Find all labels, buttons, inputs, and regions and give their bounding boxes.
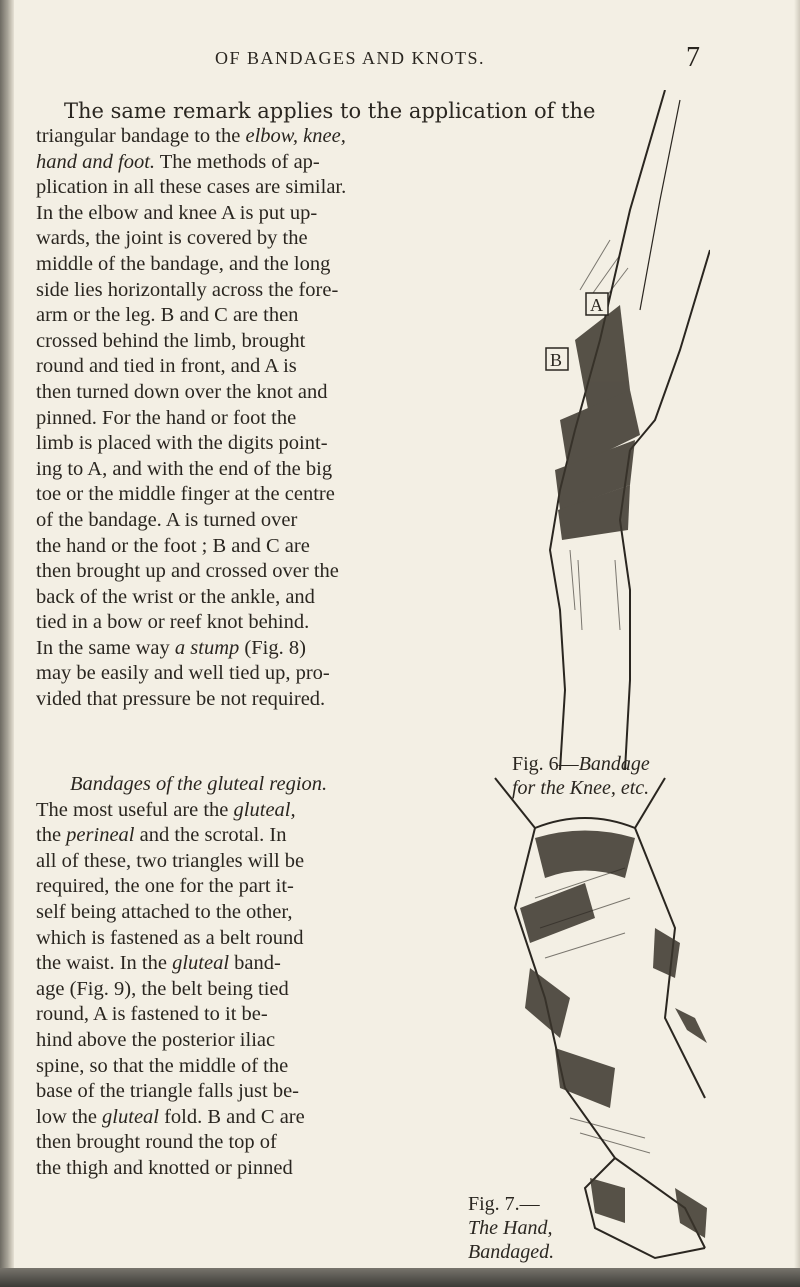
text-run-italic: gluteal — [102, 1105, 159, 1128]
text-run-italic: a stump — [174, 636, 240, 659]
text-line — [36, 585, 504, 611]
text-line — [36, 1105, 456, 1131]
text-run: hind above the posterior iliac — [36, 1028, 276, 1051]
text-line — [36, 1156, 456, 1182]
text-line — [36, 278, 504, 304]
text-run: arm or the leg. B and C are then — [36, 304, 299, 327]
text-run: middle of the bandage, and the long — [36, 252, 331, 275]
text-run: round and tied in front, and A is — [36, 355, 297, 378]
fig7-caption-line1: Fig. 7.— — [468, 1193, 540, 1215]
text-run: low the — [36, 1105, 103, 1128]
text-run: fold. B and C are — [158, 1105, 305, 1128]
text-run: which is fastened as a belt round — [36, 926, 304, 949]
text-run: back of the wrist or the ankle, and — [36, 585, 315, 608]
text-column-lower — [36, 772, 456, 1182]
text-line — [36, 1054, 456, 1080]
text-run: triangular bandage to the — [36, 125, 246, 147]
text-line — [36, 661, 504, 687]
text-run: the hand or the foot ; B and C are — [36, 534, 310, 557]
text-run: all of these, two triangles will be — [36, 849, 305, 872]
text-line — [36, 926, 456, 952]
text-line — [36, 798, 456, 824]
page-bottom-edge — [0, 1268, 800, 1287]
text-run: age (Fig. 9), the belt being tied — [36, 977, 289, 1000]
text-run: vided that pressure be not required. — [36, 688, 326, 711]
text-run: The most useful are the — [36, 798, 234, 821]
text-line — [36, 610, 504, 636]
text-run: In the elbow and knee A is put up- — [36, 201, 318, 224]
text-run-italic: gluteal, — [233, 798, 296, 821]
text-run: plication in all these cases are similar. — [36, 176, 347, 199]
fig7-caption-line3: Bandaged. — [468, 1241, 555, 1263]
page-number: 7 — [686, 42, 700, 73]
text-run: the waist. In the — [36, 952, 173, 975]
page-right-edge — [794, 0, 800, 1287]
text-run: then brought round the top of — [36, 1131, 277, 1154]
text-line — [36, 457, 504, 483]
text-run: band- — [229, 952, 281, 975]
text-run: ing to A, and with the end of the big — [36, 457, 333, 480]
text-line — [36, 329, 504, 355]
text-run: then brought up and crossed over the — [36, 560, 339, 583]
text-run: side lies horizontally across the fore- — [36, 278, 339, 301]
text-run: wards, the joint is covered by the — [36, 227, 308, 250]
fig6-label-b: B — [550, 350, 563, 370]
text-line — [36, 559, 504, 585]
text-line — [36, 150, 504, 176]
text-line — [36, 380, 504, 406]
text-run: round, A is fastened to it be- — [36, 1003, 268, 1026]
text-line — [36, 406, 504, 432]
text-line — [36, 1130, 456, 1156]
text-run: limb is placed with the digits point- — [36, 432, 328, 455]
fig6-caption-italic: Bandage — [578, 753, 650, 775]
text-line — [36, 175, 504, 201]
text-run: toe or the middle finger at the centre — [36, 483, 335, 506]
text-run: In the same way — [36, 636, 175, 659]
text-run: the — [36, 824, 67, 847]
text-line — [36, 124, 504, 150]
text-run: then turned down over the knot and — [36, 380, 328, 403]
figure-6-knee-bandage — [480, 90, 710, 780]
running-head: OF BANDAGES AND KNOTS. — [215, 48, 486, 68]
fig6-caption-line2: for the Knee, etc. — [512, 777, 650, 799]
fig6-label-a: A — [590, 295, 603, 315]
text-line — [36, 636, 504, 662]
text-line — [36, 687, 504, 713]
text-line — [36, 354, 504, 380]
text-line — [36, 508, 504, 534]
text-line — [36, 1028, 456, 1054]
book-binding-edge — [0, 0, 14, 1287]
paragraph-first-line: The same remark applies to the application of the — [64, 99, 596, 123]
text-run: base of the triangle falls just be- — [36, 1080, 299, 1103]
text-line — [36, 1079, 456, 1105]
text-line — [36, 1002, 456, 1028]
text-line — [36, 534, 504, 560]
text-run-italic: gluteal — [172, 952, 230, 975]
text-run: pinned. For the hand or foot the — [36, 406, 297, 429]
text-run: required, the one for the part it- — [36, 875, 294, 898]
text-line — [36, 252, 504, 278]
text-run: (Fig. 8) — [239, 636, 306, 659]
fig7-caption-line2: The Hand, — [468, 1217, 553, 1239]
text-line — [36, 849, 456, 875]
text-run: crossed behind the limb, brought — [36, 329, 306, 352]
text-run: The methods of ap- — [155, 150, 320, 173]
text-run: may be easily and well tied up, pro- — [36, 662, 330, 685]
fig6-caption-prefix: Fig. 6— — [512, 753, 579, 775]
text-line — [36, 951, 456, 977]
text-line — [36, 874, 456, 900]
text-line — [36, 900, 456, 926]
text-run-italic: Bandages of the gluteal region. — [70, 773, 328, 795]
text-run: of the bandage. A is turned over — [36, 508, 298, 531]
text-run-italic: perineal — [66, 824, 135, 847]
text-line — [36, 431, 504, 457]
text-run: self being attached to the other, — [36, 900, 293, 923]
text-line — [36, 482, 504, 508]
text-line — [36, 303, 504, 329]
text-run: tied in a bow or reef knot behind. — [36, 611, 310, 634]
text-line — [36, 772, 456, 798]
text-line — [36, 823, 456, 849]
text-run-italic: hand and foot. — [36, 150, 156, 173]
text-run: the thigh and knotted or pinned — [36, 1156, 293, 1179]
page-header — [0, 42, 800, 78]
text-line — [36, 226, 504, 252]
text-line — [36, 201, 504, 227]
text-run: spine, so that the middle of the — [36, 1054, 289, 1077]
figure-7-caption — [468, 1192, 638, 1264]
text-run-italic: elbow, knee, — [245, 125, 346, 147]
text-column-upper — [36, 124, 504, 713]
text-line — [36, 977, 456, 1003]
text-run: and the scrotal. In — [134, 824, 287, 847]
